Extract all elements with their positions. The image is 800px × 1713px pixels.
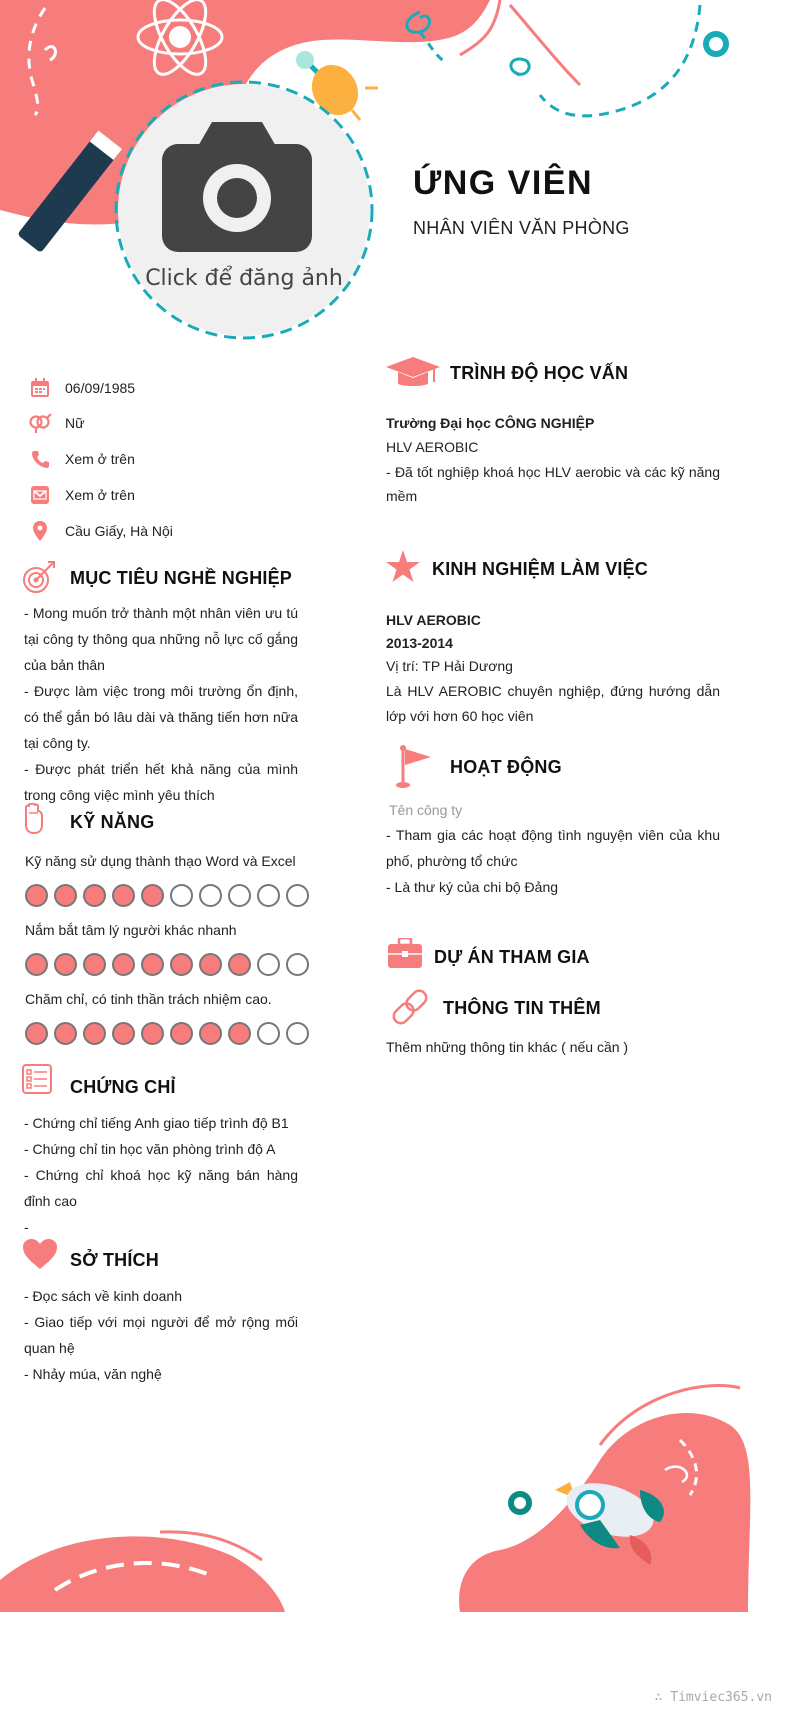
rating-dot-empty — [170, 884, 193, 907]
rating-dot-filled — [170, 953, 193, 976]
phone-text: Xem ở trên — [65, 451, 135, 467]
rating-dot-filled — [141, 884, 164, 907]
link-icon — [390, 987, 430, 1027]
experience-company: HLV AEROBIC — [386, 612, 481, 628]
contact-address — [25, 519, 173, 543]
certificate-line: - Chứng chỉ tiếng Anh giao tiếp trình độ B1 — [24, 1115, 289, 1131]
additional-title: THÔNG TIN THÊM — [443, 998, 601, 1018]
phone-icon — [25, 447, 55, 471]
rating-dot-filled — [112, 1022, 135, 1045]
rating-dot-filled — [199, 1022, 222, 1045]
rating-dot-empty — [286, 884, 309, 907]
email-text: Xem ở trên — [65, 487, 135, 503]
hobby-line: - Giao tiếp với mọi người để mở rộng mối quan hệ — [24, 1314, 298, 1356]
education-school: Trường Đại học CÔNG NGHIỆP — [386, 415, 595, 431]
job-position: NHÂN VIÊN VĂN PHÒNG — [413, 218, 630, 238]
rating-dot-filled — [228, 953, 251, 976]
hobby-line: - Nhảy múa, văn nghệ — [24, 1366, 162, 1382]
candidate-name: ỨNG VIÊN — [413, 164, 594, 202]
rating-dot-empty — [257, 953, 280, 976]
certificates-title: CHỨNG CHỈ — [70, 1077, 176, 1097]
hobbies-title: SỞ THÍCH — [70, 1250, 159, 1270]
rating-dot-filled — [141, 953, 164, 976]
rating-dot-filled — [54, 953, 77, 976]
location-pin-icon — [25, 519, 55, 543]
skill-rating — [25, 884, 309, 907]
heart-icon — [22, 1238, 58, 1270]
rating-dot-filled — [83, 953, 106, 976]
rating-dot-filled — [54, 1022, 77, 1045]
watermark: ∴ Timviec365.vn — [654, 1690, 772, 1705]
rating-dot-filled — [25, 953, 48, 976]
rating-dot-empty — [257, 1022, 280, 1045]
rating-dot-filled — [199, 953, 222, 976]
star-icon — [386, 550, 420, 584]
camera-icon[interactable] — [162, 122, 312, 252]
contact-gender — [25, 411, 84, 435]
flag-icon — [395, 745, 435, 789]
skill-label: Nắm bắt tâm lý người khác nhanh — [25, 922, 237, 938]
rating-dot-filled — [54, 884, 77, 907]
activities-title: HOẠT ĐỘNG — [450, 757, 562, 777]
birthday-text: 06/09/1985 — [65, 380, 136, 396]
fist-icon — [22, 803, 46, 835]
contact-birthday — [25, 376, 135, 400]
rating-dot-empty — [257, 884, 280, 907]
experience-text — [386, 608, 720, 729]
activities-text — [386, 798, 720, 900]
rating-dot-empty — [228, 884, 251, 907]
rating-dot-empty — [286, 1022, 309, 1045]
rating-dot-filled — [141, 1022, 164, 1045]
certificate-line: - Chứng chỉ tin học văn phòng trình độ A — [24, 1141, 276, 1157]
address-text: Cầu Giấy, Hà Nội — [65, 523, 173, 539]
rating-dot-filled — [170, 1022, 193, 1045]
top-decoration — [0, 0, 800, 360]
certificates-text — [24, 1110, 298, 1240]
certificate-line: - Chứng chỉ khoá học kỹ năng bán hàng đỉnh cao — [24, 1167, 298, 1209]
objective-line: - Mong muốn trở thành một nhân viên ưu tú tại công ty thông qua những nỗ lực cố gắng của bản thân — [24, 605, 298, 673]
objective-line: - Được làm việc trong môi trường ổn định, có thể gắn bó lâu dài và thăng tiến hơn nữa tại công ty. — [24, 683, 298, 751]
gender-text: Nữ — [65, 415, 85, 431]
experience-title: KINH NGHIỆM LÀM VIỆC — [432, 559, 649, 579]
activity-line: - Là thư ký của chi bộ Đảng — [386, 879, 559, 895]
calendar-icon — [25, 376, 55, 400]
hobbies-text — [24, 1283, 298, 1387]
education-text — [386, 412, 720, 508]
education-major: HLV AEROBIC — [386, 439, 479, 455]
skill-label: Chăm chỉ, có tinh thần trách nhiệm cao. — [25, 991, 272, 1007]
hobby-line: - Đọc sách về kinh doanh — [24, 1288, 182, 1304]
graduation-cap-icon — [386, 355, 440, 391]
rating-dot-empty — [286, 953, 309, 976]
skills-title: KỸ NĂNG — [70, 812, 155, 832]
objective-title: MỤC TIÊU NGHỀ NGHIỆP — [70, 568, 293, 588]
skill-rating — [25, 1022, 309, 1045]
rating-dot-filled — [112, 953, 135, 976]
additional-text: Thêm những thông tin khác ( nếu cần ) — [386, 1039, 629, 1055]
target-icon — [22, 558, 58, 594]
experience-role: Vị trí: TP Hải Dương — [386, 658, 513, 674]
gender-icon — [25, 411, 55, 435]
rating-dot-empty — [199, 884, 222, 907]
activity-line: - Tham gia các hoạt động tình nguyện viên của khu phố, phường tổ chức — [386, 827, 720, 869]
bottom-decoration — [0, 1380, 800, 1713]
photo-upload-label[interactable]: Click để đăng ảnh — [145, 266, 343, 291]
objective-line: - Được phát triển hết khả năng của mình trong công việc mình yêu thích — [24, 761, 298, 803]
rating-dot-filled — [83, 884, 106, 907]
contact-phone — [25, 447, 135, 471]
skill-label: Kỹ năng sử dụng thành thạo Word và Excel — [25, 853, 296, 869]
education-title: TRÌNH ĐỘ HỌC VẤN — [450, 363, 629, 383]
activity-company-placeholder: Tên công ty — [389, 802, 463, 818]
briefcase-icon — [388, 938, 422, 968]
education-detail: - Đã tốt nghiệp khoá học HLV aerobic và các kỹ năng mềm — [386, 464, 720, 504]
rating-dot-filled — [228, 1022, 251, 1045]
experience-period: 2013-2014 — [386, 635, 453, 651]
rating-dot-filled — [83, 1022, 106, 1045]
skill-rating — [25, 953, 309, 976]
email-icon — [25, 483, 55, 507]
rating-dot-filled — [25, 1022, 48, 1045]
experience-detail: Là HLV AEROBIC chuyên nghiệp, đứng hướng dẫn lớp với hơn 60 học viên — [386, 683, 720, 724]
checklist-icon — [22, 1064, 52, 1094]
objective-text — [24, 600, 298, 808]
projects-title: DỰ ÁN THAM GIA — [434, 947, 590, 967]
certificate-line: - — [24, 1219, 29, 1235]
contact-email — [25, 483, 135, 507]
rating-dot-filled — [25, 884, 48, 907]
rating-dot-filled — [112, 884, 135, 907]
